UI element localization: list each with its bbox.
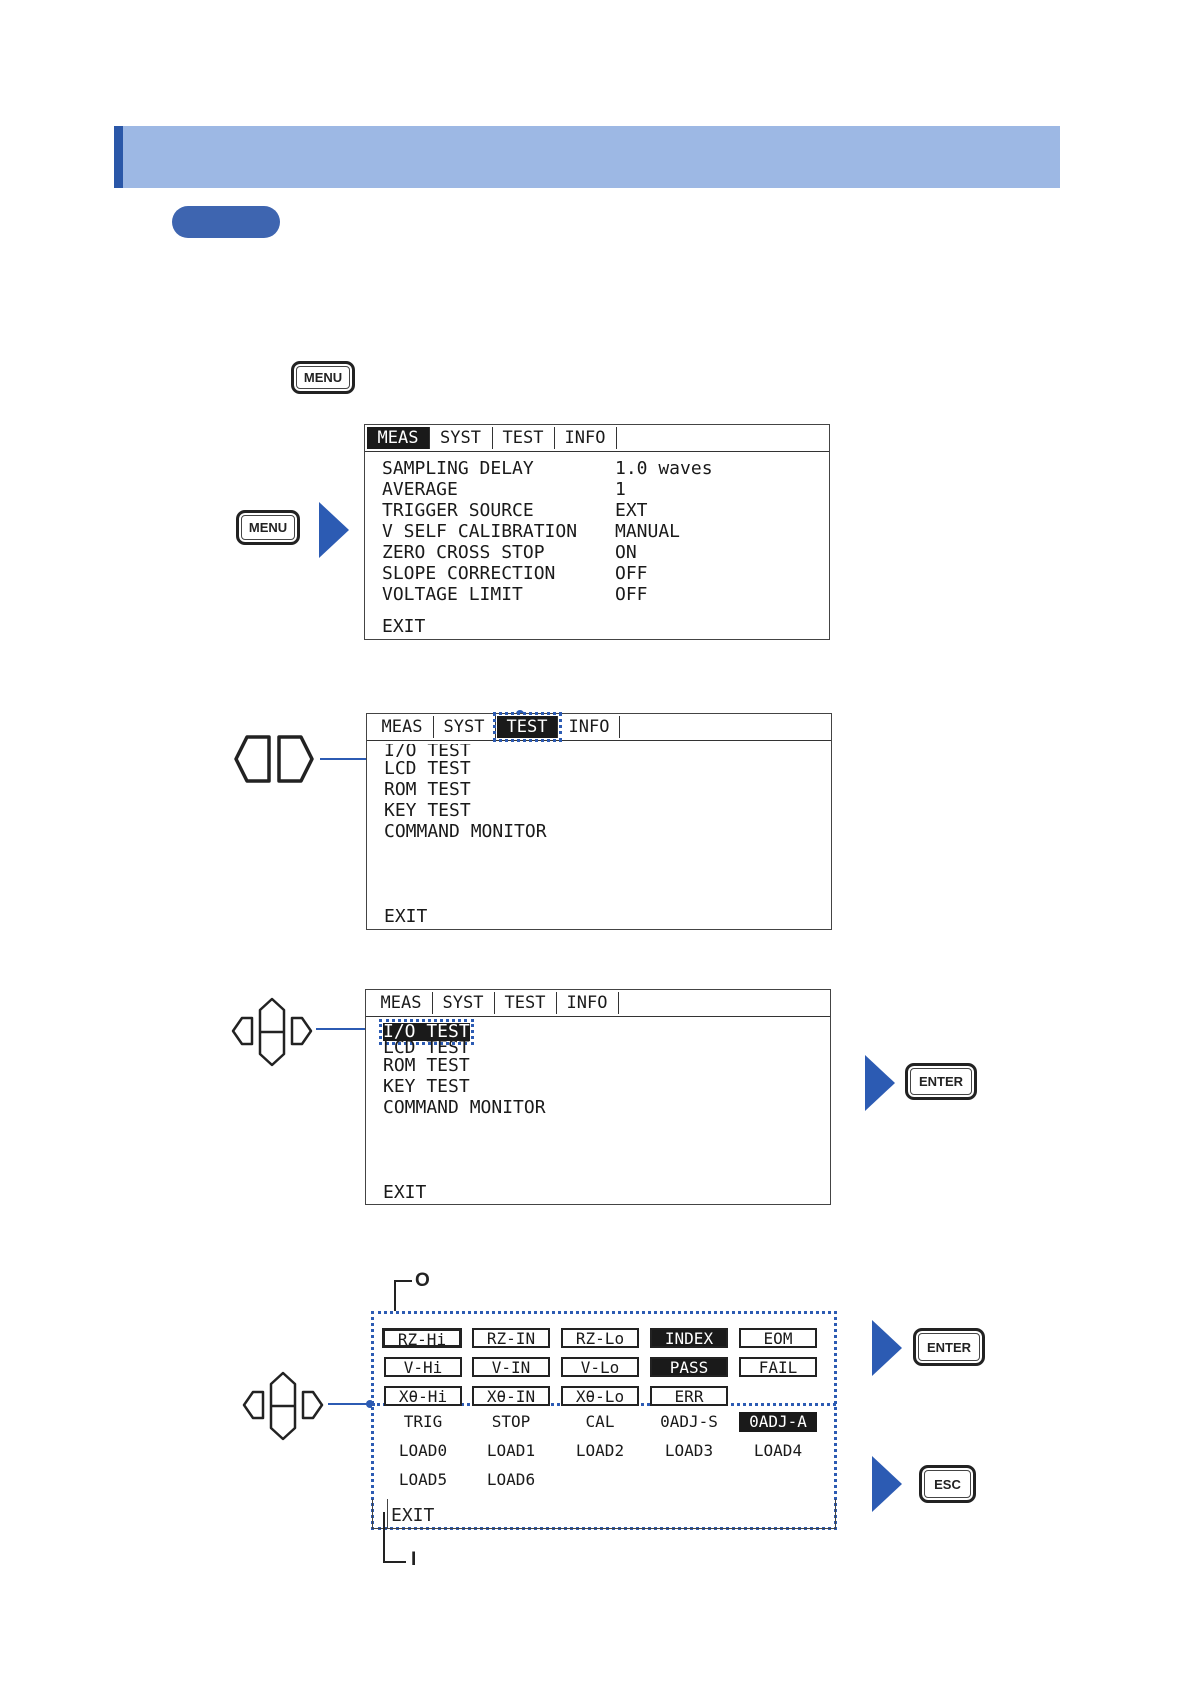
lcd-test-screen-io xyxy=(365,989,831,1205)
input-load2[interactable]: LOAD2 xyxy=(575,1441,625,1460)
menu-item-command-monitor[interactable]: COMMAND MONITOR xyxy=(384,821,547,842)
output-index[interactable]: INDEX xyxy=(650,1328,728,1348)
enter-key[interactable]: ENTER xyxy=(905,1063,977,1100)
setting-label: TRIGGER SOURCE xyxy=(382,500,534,521)
tab-test[interactable]: TEST xyxy=(492,427,555,449)
tab-bar xyxy=(365,425,829,452)
arrow-right-icon xyxy=(872,1456,902,1512)
cursor-keys-icon[interactable] xyxy=(230,996,314,1068)
output-xtheta-lo[interactable]: Xθ-Lo xyxy=(561,1386,639,1406)
menu-item-lcd-test[interactable]: LCD TEST xyxy=(383,1041,470,1055)
esc-key[interactable]: ESC xyxy=(919,1465,976,1503)
arrow-right-icon xyxy=(319,502,349,558)
output-err[interactable]: ERR xyxy=(650,1386,728,1406)
menu-item-io-test[interactable]: I/O TEST xyxy=(383,1021,470,1042)
right-key-icon xyxy=(303,1392,322,1418)
left-right-keys-icon[interactable] xyxy=(233,734,315,784)
lcd-meas-screen xyxy=(364,424,830,640)
arrow-right-icon xyxy=(872,1320,902,1376)
output-xtheta-hi[interactable]: Xθ-Hi xyxy=(384,1386,462,1406)
input-load6[interactable]: LOAD6 xyxy=(486,1470,536,1489)
arrow-right-icon xyxy=(865,1055,895,1111)
right-key-icon xyxy=(279,737,312,781)
tab-meas[interactable]: MEAS xyxy=(371,716,434,738)
right-key-icon xyxy=(292,1018,311,1044)
exit-item[interactable]: EXIT xyxy=(383,1182,427,1203)
exit-item[interactable]: EXIT xyxy=(384,906,428,927)
setting-value: EXT xyxy=(615,500,648,521)
setting-value: 1.0 waves xyxy=(615,458,713,479)
tab-bar xyxy=(367,714,831,741)
callout-line xyxy=(328,1399,376,1409)
section-header-accent xyxy=(114,126,123,188)
output-rz-lo[interactable]: RZ-Lo xyxy=(561,1328,639,1348)
io-exit-bar xyxy=(372,1499,836,1529)
input-stop[interactable]: STOP xyxy=(491,1412,531,1431)
input-trig[interactable]: TRIG xyxy=(403,1412,443,1431)
procedure-badge xyxy=(172,206,280,238)
tab-info[interactable]: INFO xyxy=(556,992,619,1014)
menu-item-rom-test[interactable]: ROM TEST xyxy=(383,1055,470,1076)
input-load4[interactable]: LOAD4 xyxy=(753,1441,803,1460)
menu-item-key-test[interactable]: KEY TEST xyxy=(384,800,471,821)
input-load5[interactable]: LOAD5 xyxy=(398,1470,448,1489)
input-load3[interactable]: LOAD3 xyxy=(664,1441,714,1460)
setting-value: 1 xyxy=(615,479,626,500)
setting-label: VOLTAGE LIMIT xyxy=(382,584,523,605)
tab-bar xyxy=(366,990,830,1017)
cursor-keys-icon[interactable] xyxy=(241,1370,325,1442)
exit-item[interactable]: EXIT xyxy=(391,1505,435,1526)
menu-item-rom-test[interactable]: ROM TEST xyxy=(384,779,471,800)
exit-item[interactable]: EXIT xyxy=(382,616,426,637)
output-v-hi[interactable]: V-Hi xyxy=(384,1357,462,1377)
output-rz-in[interactable]: RZ-IN xyxy=(472,1328,550,1348)
left-key-icon xyxy=(236,737,269,781)
input-0adj-a[interactable]: 0ADJ-A xyxy=(739,1412,817,1432)
left-key-icon xyxy=(244,1392,263,1418)
output-v-lo[interactable]: V-Lo xyxy=(561,1357,639,1377)
output-pass[interactable]: PASS xyxy=(650,1357,728,1377)
tab-syst[interactable]: SYST xyxy=(433,716,496,738)
input-load0[interactable]: LOAD0 xyxy=(398,1441,448,1460)
section-header-bar xyxy=(114,126,1060,188)
setting-label: SAMPLING DELAY xyxy=(382,458,534,479)
tab-syst[interactable]: SYST xyxy=(429,427,493,449)
setting-label: SLOPE CORRECTION xyxy=(382,563,556,584)
menu-key[interactable]: MENU xyxy=(236,510,300,545)
left-key-icon xyxy=(233,1018,252,1044)
menu-item-lcd-test[interactable]: LCD TEST xyxy=(384,758,471,779)
tab-meas[interactable]: MEAS xyxy=(370,992,433,1014)
tab-info[interactable]: INFO xyxy=(554,427,617,449)
output-rz-hi[interactable]: RZ-Hi xyxy=(382,1328,462,1348)
setting-value: ON xyxy=(615,542,637,563)
lcd-test-screen xyxy=(366,713,832,930)
output-eom[interactable]: EOM xyxy=(739,1328,817,1348)
enter-key[interactable]: ENTER xyxy=(913,1328,985,1366)
output-label: O xyxy=(415,1270,430,1291)
tab-test[interactable]: TEST xyxy=(497,716,558,738)
setting-value: OFF xyxy=(615,584,648,605)
menu-key[interactable]: MENU xyxy=(291,361,355,394)
setting-value: OFF xyxy=(615,563,648,584)
tab-test[interactable]: TEST xyxy=(494,992,557,1014)
input-bracket-line xyxy=(382,1512,410,1566)
input-load1[interactable]: LOAD1 xyxy=(486,1441,536,1460)
tab-syst[interactable]: SYST xyxy=(432,992,495,1014)
output-xtheta-in[interactable]: Xθ-IN xyxy=(472,1386,550,1406)
tab-info[interactable]: INFO xyxy=(559,716,620,738)
setting-label: AVERAGE xyxy=(382,479,458,500)
menu-item-io-test[interactable]: I/O TEST xyxy=(384,744,471,757)
menu-item-key-test[interactable]: KEY TEST xyxy=(383,1076,470,1097)
tab-meas[interactable]: MEAS xyxy=(367,427,430,449)
input-cal[interactable]: CAL xyxy=(585,1412,615,1431)
menu-item-command-monitor[interactable]: COMMAND MONITOR xyxy=(383,1097,546,1118)
input-label: I xyxy=(411,1549,417,1570)
output-v-in[interactable]: V-IN xyxy=(472,1357,550,1377)
setting-value: MANUAL xyxy=(615,521,681,542)
setting-label: V SELF CALIBRATION xyxy=(382,521,578,542)
lcd-io-test-screen xyxy=(372,1311,838,1531)
output-fail[interactable]: FAIL xyxy=(739,1357,817,1377)
input-0adj-s[interactable]: 0ADJ-S xyxy=(660,1412,718,1431)
setting-label: ZERO CROSS STOP xyxy=(382,542,545,563)
